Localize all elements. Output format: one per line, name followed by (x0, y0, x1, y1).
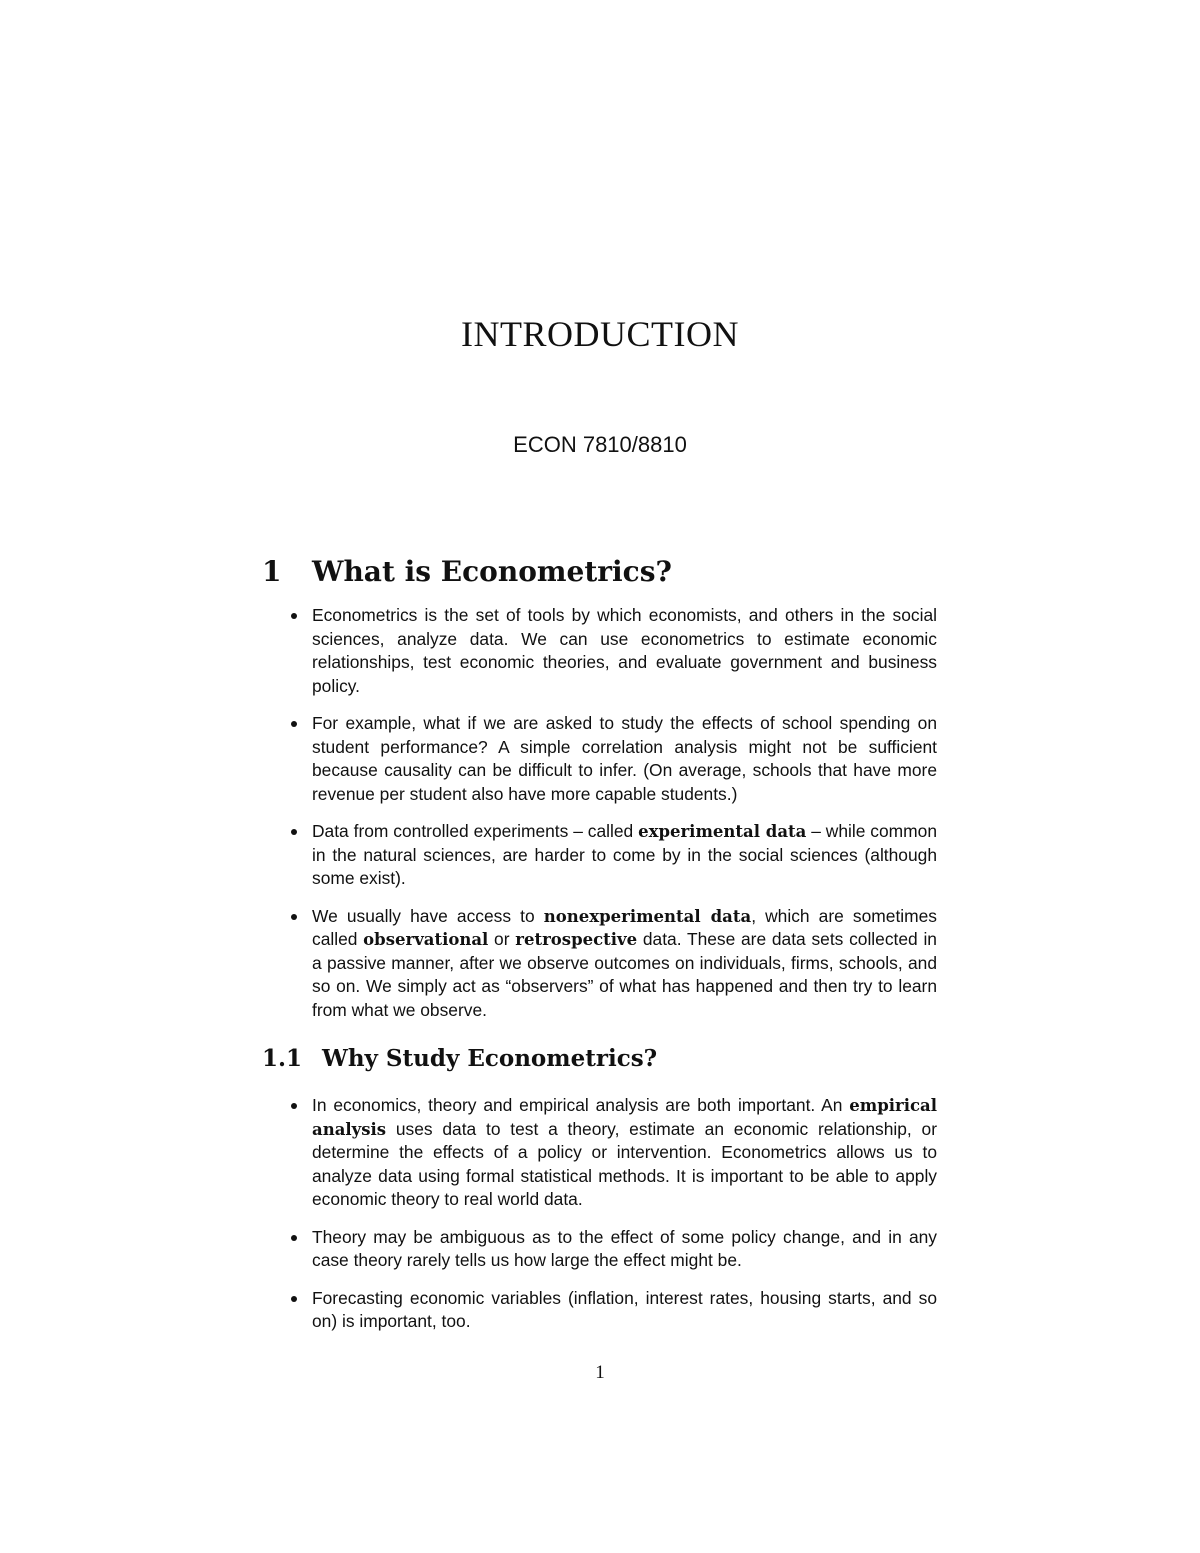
bullet-icon (291, 914, 297, 920)
bullet-text: uses data to test a theory, estimate an economic relationship, or determine the effects of a policy or intervention. Econometrics allows us to analyze data using formal statistical methods. It is important to be able to apply economic theory to real world data. (312, 1118, 937, 1209)
bullet-icon (291, 1296, 297, 1302)
bullet-text: For example, what if we are asked to study the effects of school spending on student performance? A simple correlation analysis might not be sufficient because causality can be difficult to infer. (On average, schools that have more revenue per student also have more capable students.) (312, 713, 937, 804)
bold-term: observational (363, 930, 489, 949)
bold-term: empirical analysis (312, 1096, 937, 1139)
bullet-text: Econometrics is the set of tools by which economists, and others in the social sciences, analyze data. We can use econometrics to estimate economic relationships, test economic theories, and evaluate government and business policy. (312, 605, 937, 696)
section-number: 1 (262, 555, 282, 588)
bullet-text: Theory may be ambiguous as to the effect of some policy change, and in any case theory rarely tells us how large the effect might be. (312, 1226, 937, 1270)
bold-term: nonexperimental data (543, 906, 752, 926)
bullet-text: or (488, 929, 516, 949)
list-item (287, 1226, 937, 1273)
bullet-text: In economics, theory and empirical analysis are both important. An (312, 1095, 850, 1115)
bullet-text: , which are sometimes called (312, 905, 937, 949)
bullet-icon (291, 829, 297, 835)
section-title: Why Study Econometrics? (322, 1045, 658, 1072)
list-item (287, 905, 937, 1023)
list-item (287, 712, 937, 806)
bullet-icon (291, 613, 297, 619)
section-1-bullet-list (287, 604, 937, 1036)
document-title: INTRODUCTION (461, 314, 739, 354)
section-1-1-bullet-list (287, 1094, 937, 1348)
section-title: What is Econometrics? (312, 555, 672, 588)
bullet-text: Forecasting economic variables (inflation, interest rates, housing starts, and so on) is important, too. (312, 1287, 937, 1331)
bullet-text: – while common in the natural sciences, are harder to come by in the social sciences (although some exist). (312, 821, 937, 888)
section-number: 1.1 (262, 1045, 303, 1072)
bullet-text: data. These are data sets collected in a passive manner, after we observe outcomes on individuals, firms, schools, and so on. We simply act as “observers” of what has happened and then try to learn from what we observe. (312, 929, 937, 1020)
bold-term: experimental data (638, 822, 807, 841)
bullet-text: Data from controlled experiments – called (312, 821, 639, 841)
section-heading-1 (262, 555, 672, 588)
bullet-icon (291, 1235, 297, 1241)
list-item (287, 1094, 937, 1212)
section-heading-1-1 (262, 1045, 657, 1072)
bullet-icon (291, 1103, 297, 1109)
bullet-text: We usually have access to (312, 905, 544, 926)
page-number: 1 (595, 1362, 605, 1383)
bullet-icon (291, 721, 297, 727)
bold-term: retrospective (515, 930, 638, 949)
list-item (287, 604, 937, 698)
course-code: ECON 7810/8810 (513, 432, 687, 457)
list-item (287, 820, 937, 891)
list-item (287, 1287, 937, 1334)
